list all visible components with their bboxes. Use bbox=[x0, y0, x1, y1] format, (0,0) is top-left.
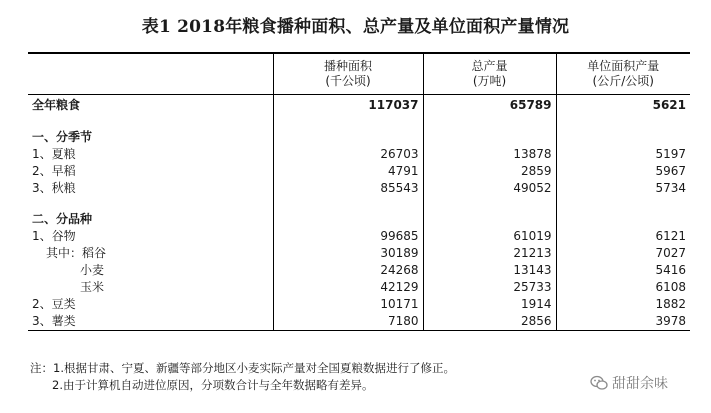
section-label: 一、分季节 bbox=[32, 130, 93, 144]
grain-statistics-table bbox=[28, 52, 690, 331]
cell-yield: 5967 bbox=[556, 163, 690, 180]
row-label: 玉米 bbox=[80, 280, 105, 294]
row-label: 2、豆类 bbox=[32, 297, 76, 311]
table-row bbox=[28, 146, 690, 163]
cell-output: 25733 bbox=[423, 279, 556, 296]
cell-area: 10171 bbox=[273, 296, 423, 313]
cell-output: 61019 bbox=[423, 228, 556, 245]
table-title: 表1 2018年粮食播种面积、总产量及单位面积产量情况 bbox=[141, 17, 570, 37]
table-row bbox=[28, 313, 690, 331]
cell-output: 49052 bbox=[423, 180, 556, 197]
table-row bbox=[28, 279, 690, 296]
cell-yield: 5416 bbox=[556, 262, 690, 279]
section-row bbox=[28, 211, 690, 228]
header-row bbox=[28, 53, 690, 95]
row-label: 3、薯类 bbox=[28, 313, 273, 331]
wechat-icon bbox=[590, 375, 608, 391]
cell-area: 24268 bbox=[273, 262, 423, 279]
cell-yield: 5734 bbox=[556, 180, 690, 197]
cell-yield: 5197 bbox=[556, 146, 690, 163]
note-line: 注：1.根据甘肃、宁夏、新疆等部分地区小麦实际产量对全国夏粮数据进行了修正。 bbox=[30, 361, 455, 375]
spacer-row bbox=[28, 197, 690, 211]
cell-yield: 6108 bbox=[556, 279, 690, 296]
cell-area: 42129 bbox=[273, 279, 423, 296]
table-row bbox=[28, 296, 690, 313]
watermark-text: 甜甜余味 bbox=[612, 376, 668, 392]
row-label: 1、谷物 bbox=[32, 229, 76, 243]
row-label: 2、早稻 bbox=[32, 164, 76, 178]
header-sown-area: 播种面积 (千公顷) bbox=[273, 53, 423, 95]
cell-output: 1914 bbox=[423, 296, 556, 313]
table-row bbox=[28, 228, 690, 245]
cell-area: 85543 bbox=[273, 180, 423, 197]
header-item bbox=[28, 53, 273, 95]
cell-output: 65789 bbox=[423, 95, 556, 116]
cell-yield: 7027 bbox=[556, 245, 690, 262]
table-row bbox=[28, 262, 690, 279]
row-label: 小麦 bbox=[80, 263, 105, 277]
spacer-row bbox=[28, 115, 690, 129]
cell-area: 7180 bbox=[273, 313, 423, 331]
table-row bbox=[28, 95, 690, 116]
cell-area: 26703 bbox=[273, 146, 423, 163]
table-notes bbox=[30, 360, 455, 394]
cell-yield: 1882 bbox=[556, 296, 690, 313]
cell-yield: 3978 bbox=[556, 313, 690, 331]
watermark bbox=[590, 373, 668, 393]
cell-area: 30189 bbox=[273, 245, 423, 262]
header-total-output: 总产量 (万吨) bbox=[423, 53, 556, 95]
row-label: 3、秋粮 bbox=[32, 181, 76, 195]
cell-output: 13878 bbox=[423, 146, 556, 163]
header-yield-per-area: 单位面积产量 (公斤/公顷) bbox=[556, 53, 690, 95]
table-row bbox=[28, 245, 690, 262]
table-row bbox=[28, 180, 690, 197]
note-line: 2.由于计算机自动进位原因，分项数合计与全年数据略有差异。 bbox=[52, 378, 374, 392]
cell-yield: 6121 bbox=[556, 228, 690, 245]
cell-output: 2859 bbox=[423, 163, 556, 180]
cell-output: 2856 bbox=[423, 313, 556, 331]
cell-yield: 5621 bbox=[556, 95, 690, 116]
row-label: 1、夏粮 bbox=[32, 147, 76, 161]
cell-area: 99685 bbox=[273, 228, 423, 245]
row-label: 全年粮食 bbox=[32, 97, 81, 112]
row-label: 其中：稻谷 bbox=[46, 246, 107, 260]
cell-area: 117037 bbox=[273, 95, 423, 116]
cell-area: 4791 bbox=[273, 163, 423, 180]
table-row bbox=[28, 163, 690, 180]
section-row bbox=[28, 129, 690, 146]
cell-output: 13143 bbox=[423, 262, 556, 279]
cell-output: 21213 bbox=[423, 245, 556, 262]
section-label: 二、分品种 bbox=[32, 212, 93, 226]
